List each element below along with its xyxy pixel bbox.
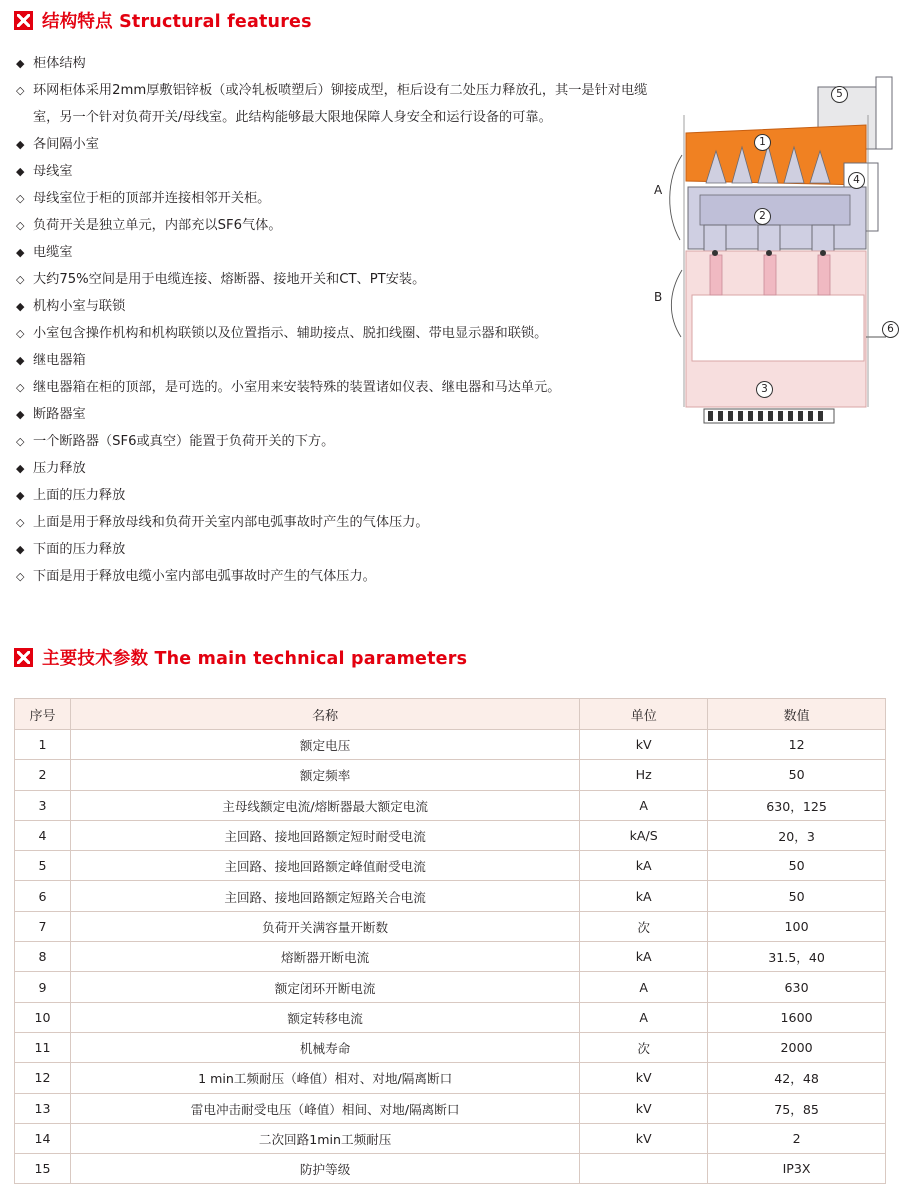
cell-value: 50 — [708, 760, 886, 790]
bullet-icon: ◇ — [16, 435, 25, 448]
heading-marker-icon — [14, 648, 33, 667]
cell-value: IP3X — [708, 1154, 886, 1184]
cell-value: 1600 — [708, 1002, 886, 1032]
cell-unit: kV — [580, 730, 708, 760]
list-item — [16, 347, 656, 374]
cell-name: 二次回路1min工频耐压 — [70, 1123, 579, 1153]
column-header-index: 序号 — [15, 699, 71, 730]
callout-6: 6 — [882, 321, 899, 338]
cell-name: 主回路、接地回路额定峰值耐受电流 — [70, 851, 579, 881]
cell-value: 2 — [708, 1123, 886, 1153]
cell-unit: kV — [580, 1093, 708, 1123]
list-item-text: 各间隔小室 — [33, 137, 99, 152]
list-item — [16, 239, 656, 266]
list-item-text: 小室包含操作机构和机构联锁以及位置指示、辅助接点、脱扣线圈、带电显示器和联锁。 — [33, 326, 548, 341]
cell-value: 20，3 — [708, 820, 886, 850]
cell-name: 熔断器开断电流 — [70, 942, 579, 972]
bullet-icon: ◆ — [16, 138, 25, 151]
cell-value: 75，85 — [708, 1093, 886, 1123]
cell-index: 3 — [15, 790, 71, 820]
table-row — [15, 1154, 886, 1184]
cell-index: 13 — [15, 1093, 71, 1123]
cell-index: 8 — [15, 942, 71, 972]
cell-unit: A — [580, 972, 708, 1002]
list-item — [16, 212, 656, 239]
cell-index: 9 — [15, 972, 71, 1002]
table-row — [15, 730, 886, 760]
bullet-icon: ◆ — [16, 165, 25, 178]
structural-features-title: 结构特点 Structural features — [42, 12, 312, 32]
cell-unit: kA — [580, 942, 708, 972]
list-item-text: 上面是用于释放母线和负荷开关室内部电弧事故时产生的气体压力。 — [33, 515, 429, 530]
cell-name: 主母线额定电流/熔断器最大额定电流 — [70, 790, 579, 820]
list-item-text: 上面的压力释放 — [33, 488, 126, 503]
side-label-a: A — [654, 183, 663, 197]
bullet-icon: ◆ — [16, 408, 25, 421]
table-row — [15, 1063, 886, 1093]
cell-unit: 次 — [580, 1032, 708, 1062]
cell-index: 7 — [15, 911, 71, 941]
list-item-text: 继电器箱 — [33, 353, 86, 368]
cell-index: 2 — [15, 760, 71, 790]
cell-value: 630，125 — [708, 790, 886, 820]
cell-unit: kA — [580, 851, 708, 881]
bullet-icon: ◇ — [16, 192, 25, 205]
bullet-icon: ◇ — [16, 219, 25, 232]
table-row — [15, 1002, 886, 1032]
cell-index: 11 — [15, 1032, 71, 1062]
cell-value: 100 — [708, 911, 886, 941]
cell-name: 雷电冲击耐受电压（峰值）相间、对地/隔离断口 — [70, 1093, 579, 1123]
table-row — [15, 851, 886, 881]
table-row — [15, 760, 886, 790]
list-item — [16, 158, 656, 185]
bullet-icon: ◆ — [16, 543, 25, 556]
cell-value: 31.5，40 — [708, 942, 886, 972]
list-item-text: 柜体结构 — [33, 56, 86, 71]
list-item-text: 母线室 — [33, 164, 73, 179]
cell-name: 额定闭环开断电流 — [70, 972, 579, 1002]
list-item-text: 下面是用于释放电缆小室内部电弧事故时产生的气体压力。 — [33, 569, 376, 584]
cell-name: 额定电压 — [70, 730, 579, 760]
table-row — [15, 942, 886, 972]
main-technical-parameters-heading — [14, 645, 467, 670]
table-row — [15, 881, 886, 911]
list-item-text: 下面的压力释放 — [33, 542, 126, 557]
cell-unit: kV — [580, 1123, 708, 1153]
cell-name: 机械寿命 — [70, 1032, 579, 1062]
table-row — [15, 1123, 886, 1153]
cell-value: 2000 — [708, 1032, 886, 1062]
column-header-unit: 单位 — [580, 699, 708, 730]
bullet-icon: ◇ — [16, 516, 25, 529]
heading-marker-icon — [14, 11, 33, 30]
cell-name: 主回路、接地回路额定短时耐受电流 — [70, 820, 579, 850]
list-item-text: 母线室位于柜的顶部并连接相邻开关柜。 — [33, 191, 271, 206]
table-row — [15, 972, 886, 1002]
cell-name: 额定转移电流 — [70, 1002, 579, 1032]
list-item-text: 机构小室与联锁 — [33, 299, 126, 314]
cell-name: 1 min工频耐压（峰值）相对、对地/隔离断口 — [70, 1063, 579, 1093]
bullet-icon: ◆ — [16, 246, 25, 259]
cell-unit: kA/S — [580, 820, 708, 850]
table-row — [15, 790, 886, 820]
cell-index: 4 — [15, 820, 71, 850]
list-item-text: 电缆室 — [33, 245, 73, 260]
list-item-text: 一个断路器（SF6或真空）能置于负荷开关的下方。 — [33, 434, 335, 449]
list-item — [16, 266, 656, 293]
cell-index: 15 — [15, 1154, 71, 1184]
side-label-b: B — [654, 290, 663, 304]
bullet-icon: ◆ — [16, 57, 25, 70]
callout-4: 4 — [848, 172, 865, 189]
callout-1: 1 — [754, 134, 771, 151]
bullet-icon: ◆ — [16, 354, 25, 367]
column-header-name: 名称 — [70, 699, 579, 730]
cell-unit: kA — [580, 881, 708, 911]
cell-value: 50 — [708, 881, 886, 911]
cell-unit — [580, 1154, 708, 1184]
bullet-icon: ◇ — [16, 273, 25, 286]
cell-index: 6 — [15, 881, 71, 911]
bullet-icon: ◇ — [16, 570, 25, 583]
parameters-table — [14, 698, 886, 1184]
parameters-table-wrapper — [14, 698, 886, 1184]
list-item — [16, 509, 656, 536]
cell-unit: A — [580, 1002, 708, 1032]
column-header-value: 数值 — [708, 699, 886, 730]
cell-name: 主回路、接地回路额定短路关合电流 — [70, 881, 579, 911]
list-item — [16, 455, 656, 482]
switchgear-cutaway-figure — [648, 55, 898, 450]
cell-index: 1 — [15, 730, 71, 760]
list-item — [16, 77, 656, 131]
list-item — [16, 428, 656, 455]
list-item — [16, 536, 656, 563]
cell-unit: kV — [580, 1063, 708, 1093]
list-item — [16, 320, 656, 347]
callout-2: 2 — [754, 208, 771, 225]
callout-5: 5 — [831, 86, 848, 103]
cell-name: 额定频率 — [70, 760, 579, 790]
table-row — [15, 820, 886, 850]
cell-name: 防护等级 — [70, 1154, 579, 1184]
structural-features-heading — [14, 8, 312, 33]
list-item-text: 继电器箱在柜的顶部，是可选的。小室用来安装特殊的装置诸如仪表、继电器和马达单元。 — [33, 380, 561, 395]
list-item — [16, 185, 656, 212]
cell-index: 5 — [15, 851, 71, 881]
cell-name: 负荷开关满容量开断数 — [70, 911, 579, 941]
main-technical-parameters-title: 主要技术参数 The main technical parameters — [42, 649, 468, 669]
cell-value: 50 — [708, 851, 886, 881]
bullet-icon: ◇ — [16, 327, 25, 340]
list-item — [16, 131, 656, 158]
cell-index: 12 — [15, 1063, 71, 1093]
cell-value: 12 — [708, 730, 886, 760]
cell-value: 42，48 — [708, 1063, 886, 1093]
table-row — [15, 911, 886, 941]
table-header-row — [15, 699, 886, 730]
list-item — [16, 50, 656, 77]
cell-index: 14 — [15, 1123, 71, 1153]
cell-unit: 次 — [580, 911, 708, 941]
feature-list — [16, 50, 656, 590]
list-item-text: 压力释放 — [33, 461, 86, 476]
list-item — [16, 293, 656, 320]
cell-unit: Hz — [580, 760, 708, 790]
list-item-text: 负荷开关是独立单元，内部充以SF6气体。 — [33, 218, 282, 233]
bullet-icon: ◆ — [16, 462, 25, 475]
bullet-icon: ◆ — [16, 489, 25, 502]
list-item — [16, 482, 656, 509]
bullet-icon: ◆ — [16, 300, 25, 313]
list-item — [16, 563, 656, 590]
table-row — [15, 1032, 886, 1062]
list-item-text: 环网柜体采用2mm厚敷铝锌板（或冷轧板喷塑后）铆接成型，柜后设有二处压力释放孔，其一是针对电缆室，另一个针对负荷开关/母线室。此结构能够最大限地保障人身安全和运行设备的可靠。 — [33, 83, 648, 125]
cell-unit: A — [580, 790, 708, 820]
callout-3: 3 — [756, 381, 773, 398]
list-item — [16, 401, 656, 428]
table-row — [15, 1093, 886, 1123]
cell-value: 630 — [708, 972, 886, 1002]
bullet-icon: ◇ — [16, 84, 25, 97]
list-item-text: 断路器室 — [33, 407, 86, 422]
bullet-icon: ◇ — [16, 381, 25, 394]
switchgear-diagram — [648, 55, 898, 450]
cell-index: 10 — [15, 1002, 71, 1032]
list-item-text: 大约75%空间是用于电缆连接、熔断器、接地开关和CT、PT安装。 — [33, 272, 426, 287]
list-item — [16, 374, 656, 401]
